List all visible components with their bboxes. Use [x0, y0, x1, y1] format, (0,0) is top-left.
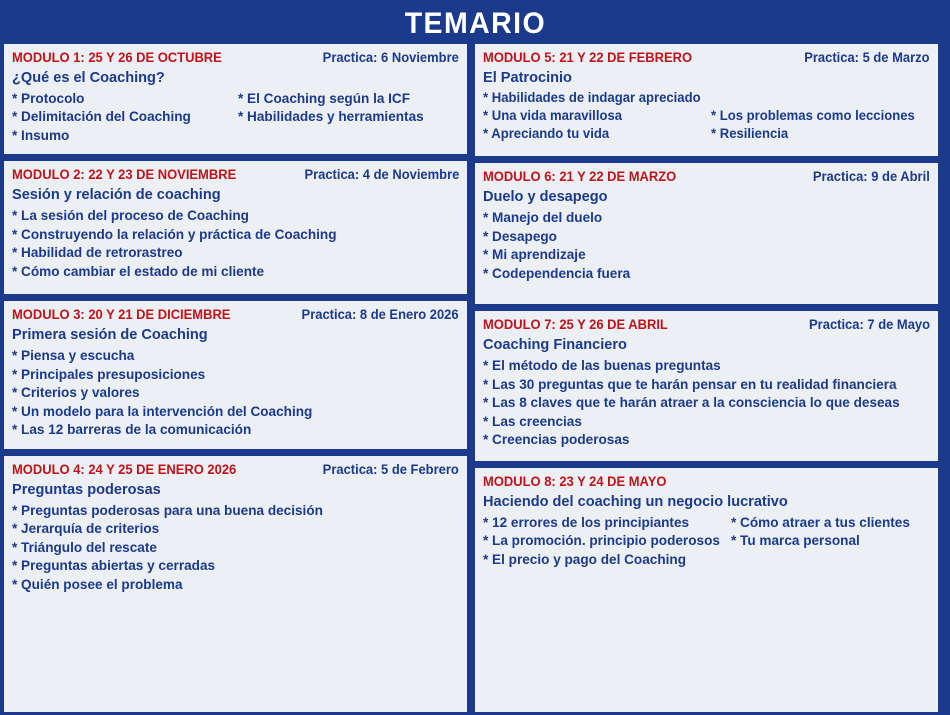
module-3-title: MODULO 3: 20 Y 21 DE DICIEMBRE — [12, 307, 231, 323]
module-2-header — [12, 167, 459, 182]
module-7-title: MODULO 7: 25 Y 26 DE ABRIL — [483, 317, 668, 333]
list-item: * 12 errores de los principiantes — [483, 513, 690, 530]
module-8-title: MODULO 8: 23 Y 24 DE MAYO — [483, 473, 667, 489]
module-card-6 — [475, 163, 938, 304]
list-item: * Codependencia fuera — [483, 264, 631, 281]
list-item: * Piensa y escucha — [12, 347, 135, 364]
list-item: * La sesión del proceso de Coaching — [12, 207, 249, 224]
module-2-subtitle: Sesión y relación de coaching — [12, 186, 221, 204]
module-1-subtitle: ¿Qué es el Coaching? — [12, 69, 165, 86]
modules-layout — [4, 44, 946, 712]
list-item: * Triángulo del rescate — [12, 538, 157, 555]
list-item: * El método de las buenas preguntas — [483, 357, 721, 374]
list-item: * Cómo atraer a tus clientes — [731, 513, 911, 530]
list-item: * Jerarquía de criterios — [12, 520, 160, 537]
list-item: * Preguntas poderosas para una buena decisión — [12, 501, 323, 518]
module-3-subtitle: Primera sesión de Coaching — [12, 326, 208, 344]
list-item: * Protocolo — [12, 90, 85, 106]
list-item: * Creencias poderosas — [483, 431, 630, 448]
module-4-subtitle: Preguntas poderosas — [12, 480, 161, 498]
module-1-bullets — [12, 89, 459, 144]
list-item: * El precio y pago del Coaching — [483, 550, 686, 567]
list-item: * Manejo del duelo — [483, 209, 603, 226]
page-banner — [4, 4, 946, 44]
module-card-7 — [475, 311, 938, 460]
module-card-5 — [475, 44, 938, 156]
list-item: * Las 12 barreras de la comunicación — [12, 421, 252, 438]
module-card-2 — [4, 161, 467, 294]
module-4-title: MODULO 4: 24 Y 25 DE ENERO 2026 — [12, 461, 237, 477]
module-6-subtitle: Duelo y desapego — [483, 188, 608, 206]
list-item: * Mi aprendizaje — [483, 246, 586, 263]
module-5-header — [483, 50, 930, 65]
module-7-practice: Practica: 7 de Mayo — [808, 317, 930, 333]
module-5-title: MODULO 5: 21 Y 22 DE FEBRERO — [483, 50, 693, 65]
list-item: * Resiliencia — [711, 125, 789, 141]
module-8-subtitle: Haciendo del coaching un negocio lucrativo — [483, 492, 788, 510]
module-6-bullets — [483, 208, 930, 282]
module-5-subtitle: El Patrocinio — [483, 69, 572, 86]
module-1-header — [12, 50, 459, 65]
module-4-practice: Practica: 5 de Febrero — [322, 461, 459, 477]
list-item: * Las 30 preguntas que te harán pensar en tu realidad financiera — [483, 375, 897, 392]
page-title: TEMARIO — [404, 7, 546, 40]
list-item: * Cómo cambiar el estado de mi cliente — [12, 262, 265, 279]
list-item: * Habilidad de retrorastreo — [12, 244, 183, 261]
module-7-bullets — [483, 356, 930, 448]
list-item: * Criterios y valores — [12, 384, 140, 401]
module-1-practice: Practica: 6 Noviembre — [322, 50, 459, 65]
list-item: * Construyendo la relación y práctica de Coaching — [12, 225, 337, 242]
module-6-title: MODULO 6: 21 Y 22 DE MARZO — [483, 169, 677, 185]
module-4-header — [12, 462, 459, 477]
module-2-bullets — [12, 206, 459, 280]
list-item: * Preguntas abiertas y cerradas — [12, 557, 216, 574]
list-item: * Habilidades de indagar apreciado — [483, 90, 701, 105]
module-1-title: MODULO 1: 25 Y 26 DE OCTUBRE — [12, 50, 222, 65]
module-card-4 — [4, 456, 467, 712]
list-item: * Las 8 claves que te harán atraer a la consciencia lo que deseas — [483, 394, 900, 411]
list-item: * Los problemas como lecciones — [711, 107, 916, 123]
list-item: * El Coaching según la ICF — [237, 90, 410, 106]
module-7-header — [483, 317, 930, 332]
column-left — [4, 44, 467, 712]
module-3-bullets — [12, 346, 459, 438]
list-item: * Una vida maravillosa — [483, 107, 623, 123]
module-card-8 — [475, 468, 938, 712]
list-item: * Las creencias — [483, 412, 582, 429]
list-item: * Desapego — [483, 227, 557, 244]
column-right — [475, 44, 938, 712]
module-8-bullets — [483, 513, 930, 568]
module-5-practice: Practica: 5 de Marzo — [804, 50, 930, 65]
list-item: * Apreciando tu vida — [483, 125, 610, 141]
module-8-header — [483, 474, 930, 489]
list-item: * Insumo — [12, 126, 70, 143]
module-6-practice: Practica: 9 de Abril — [813, 169, 930, 185]
module-card-3 — [4, 301, 467, 448]
module-5-bullets — [483, 89, 930, 142]
module-2-practice: Practica: 4 de Noviembre — [304, 167, 459, 183]
module-2-title: MODULO 2: 22 Y 23 DE NOVIEMBRE — [12, 167, 237, 183]
module-7-subtitle: Coaching Financiero — [483, 336, 627, 354]
module-3-practice: Practica: 8 de Enero 2026 — [301, 307, 459, 323]
module-6-header — [483, 169, 930, 184]
list-item: * Principales presuposiciones — [12, 365, 206, 382]
module-3-header — [12, 307, 459, 322]
list-item: * Delimitación del Coaching — [12, 108, 191, 125]
list-item: * Quién posee el problema — [12, 575, 183, 592]
list-item — [711, 89, 923, 107]
list-item: * Un modelo para la intervención del Coaching — [12, 402, 313, 419]
list-item: * La promoción. principio poderosos — [483, 532, 720, 549]
module-4-bullets — [12, 501, 459, 593]
module-card-1 — [4, 44, 467, 154]
list-item: * Tu marca personal — [731, 532, 861, 549]
list-item: * Habilidades y herramientas — [237, 108, 424, 125]
